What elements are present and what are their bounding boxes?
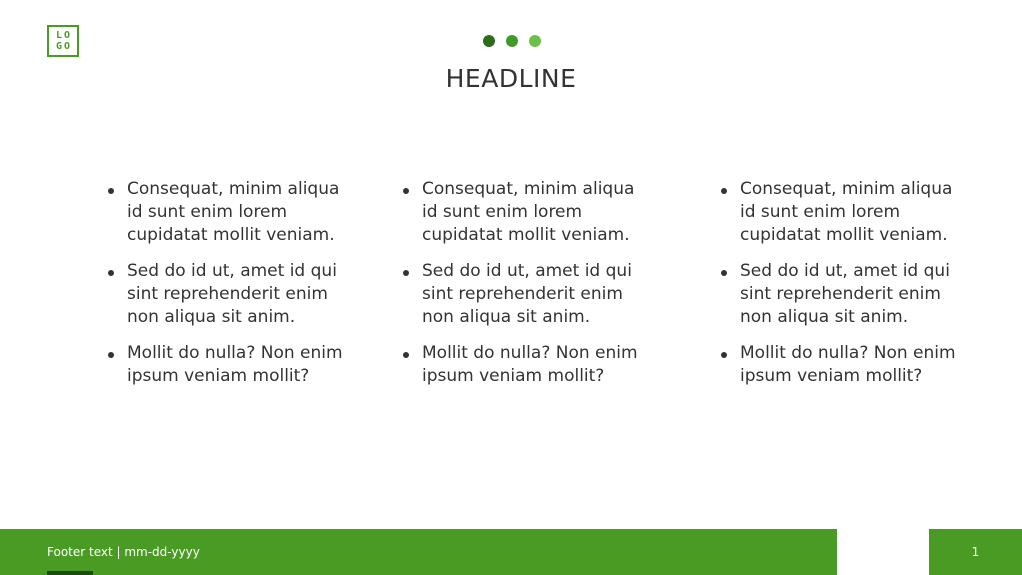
progress-dot-3 — [529, 35, 541, 47]
bullet-column-1 — [107, 178, 357, 401]
bullet-column-2 — [402, 178, 652, 401]
logo — [47, 25, 79, 57]
bullet-column-3 — [720, 178, 970, 401]
progress-dot-1 — [483, 35, 495, 47]
footer-accent-bar — [47, 571, 93, 575]
bullet-item: Sed do id ut, amet id qui sint reprehenderit enim non aliqua sit anim. — [127, 260, 357, 329]
bullet-item: Consequat, minim aliqua id sunt enim lorem cupidatat mollit veniam. — [422, 178, 652, 247]
bullet-item: Mollit do nulla? Non enim ipsum veniam mollit? — [740, 342, 970, 388]
bullet-item: Mollit do nulla? Non enim ipsum veniam mollit? — [127, 342, 357, 388]
bullet-item: Sed do id ut, amet id qui sint reprehenderit enim non aliqua sit anim. — [422, 260, 652, 329]
bullet-item: Consequat, minim aliqua id sunt enim lorem cupidatat mollit veniam. — [127, 178, 357, 247]
logo-text-line-2: GO — [55, 41, 73, 52]
page-number-box — [929, 529, 1022, 575]
logo-text-line-1: LO — [55, 30, 73, 41]
bullet-item: Consequat, minim aliqua id sunt enim lorem cupidatat mollit veniam. — [740, 178, 970, 247]
page-number: 1 — [971, 545, 980, 559]
bullet-item: Sed do id ut, amet id qui sint reprehenderit enim non aliqua sit anim. — [740, 260, 970, 329]
bullet-item: Mollit do nulla? Non enim ipsum veniam mollit? — [422, 342, 652, 388]
progress-dots — [483, 35, 541, 47]
headline: HEADLINE — [445, 64, 577, 93]
footer-text: Footer text | mm-dd-yyyy — [47, 545, 200, 559]
progress-dot-2 — [506, 35, 518, 47]
